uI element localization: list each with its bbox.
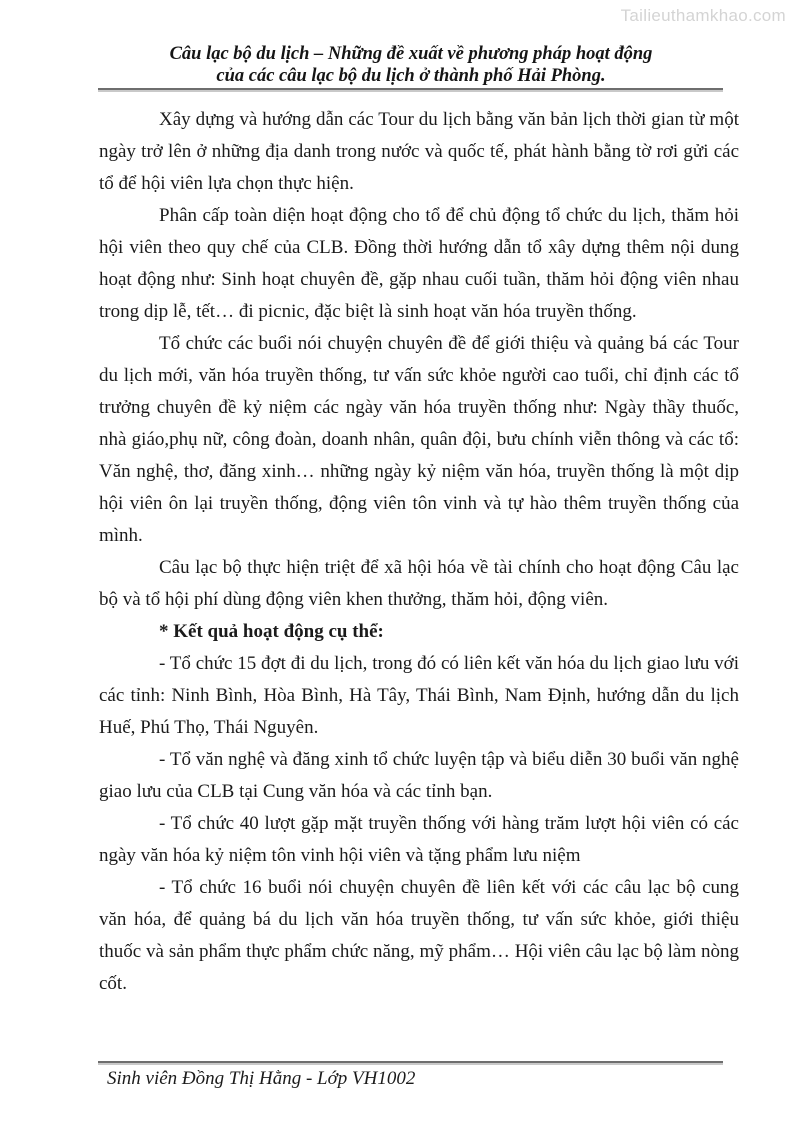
document-body: [99, 104, 739, 1000]
body-paragraph: Phân cấp toàn diện hoạt động cho tổ để chủ động tổ chức du lịch, thăm hỏi hội viên theo quy chế của CLB. Đồng thời hướng dẫn tổ xây dựng thêm nội dung hoạt động như: Sinh hoạt chuyên đề, gặp nhau cuối tuần, thăm hỏi động viên nhau trong dịp lễ, tết… đi picnic, đặc biệt là sinh hoạt văn hóa truyền thống.: [99, 205, 739, 322]
footer-divider: [98, 1061, 723, 1065]
body-paragraph: - Tổ văn nghệ và đăng xinh tổ chức luyện tập và biểu diễn 30 buổi văn nghệ giao lưu của CLB tại Cung văn hóa và các tỉnh bạn.: [99, 749, 739, 802]
body-paragraph: Câu lạc bộ thực hiện triệt để xã hội hóa về tài chính cho hoạt động Câu lạc bộ và tổ hội phí dùng động viên khen thưởng, thăm hỏi, động viên.: [99, 557, 739, 610]
header-divider: [98, 88, 723, 92]
watermark-text: Tailieuthamkhao.com: [620, 6, 786, 25]
body-paragraph: - Tổ chức 40 lượt gặp mặt truyền thống với hàng trăm lượt hội viên có các ngày văn hóa kỷ niệm tôn vinh hội viên và tặng phẩm lưu niệm: [99, 813, 739, 866]
header-title-line1: Câu lạc bộ du lịch – Những đề xuất về phương pháp hoạt động: [169, 44, 653, 64]
page-header: [99, 44, 723, 87]
section-heading: * Kết quả hoạt động cụ thể:: [159, 621, 384, 642]
body-paragraph: Xây dựng và hướng dẫn các Tour du lịch bằng văn bản lịch thời gian từ một ngày trở lên ở những địa danh trong nước và quốc tế, phát hành bằng tờ rơi gửi các tổ để hội viên lựa chọn thực hiện.: [99, 109, 739, 194]
footer-author: Sinh viên Đồng Thị Hằng - Lớp VH1002: [107, 1068, 416, 1089]
body-paragraph: Tổ chức các buổi nói chuyện chuyên đề để giới thiệu và quảng bá các Tour du lịch mới, văn hóa truyền thống, tư vấn sức khỏe người cao tuổi, chỉ định các tổ trưởng chuyên đề kỷ niệm các ngày văn hóa truyền thống như: Ngày thầy thuốc, nhà giáo,phụ nữ, công đoàn, doanh nhân, quân đội, bưu chính viễn thông và các tổ: Văn nghệ, thơ, đăng xinh… những ngày kỷ niệm văn hóa, truyền thống là một dịp hội viên ôn lại truyền thống, động viên tôn vinh và tự hào thêm truyền thống của mình.: [99, 333, 739, 546]
body-paragraph: - Tổ chức 16 buổi nói chuyện chuyên đề liên kết với các câu lạc bộ cung văn hóa, để quảng bá du lịch văn hóa truyền thống, tư vấn sức khỏe, giới thiệu thuốc và sản phẩm thực phẩm chức năng, mỹ phẩm… Hội viên câu lạc bộ làm nòng cốt.: [99, 877, 739, 994]
header-title-line2: của các câu lạc bộ du lịch ở thành phố Hải Phòng.: [216, 65, 606, 86]
body-paragraph: - Tổ chức 15 đợt đi du lịch, trong đó có liên kết văn hóa du lịch giao lưu với các tỉnh: Ninh Bình, Hòa Bình, Hà Tây, Thái Bình, Nam Định, hướng dẫn du lịch Huế, Phú Thọ, Thái Nguyên.: [99, 653, 739, 738]
